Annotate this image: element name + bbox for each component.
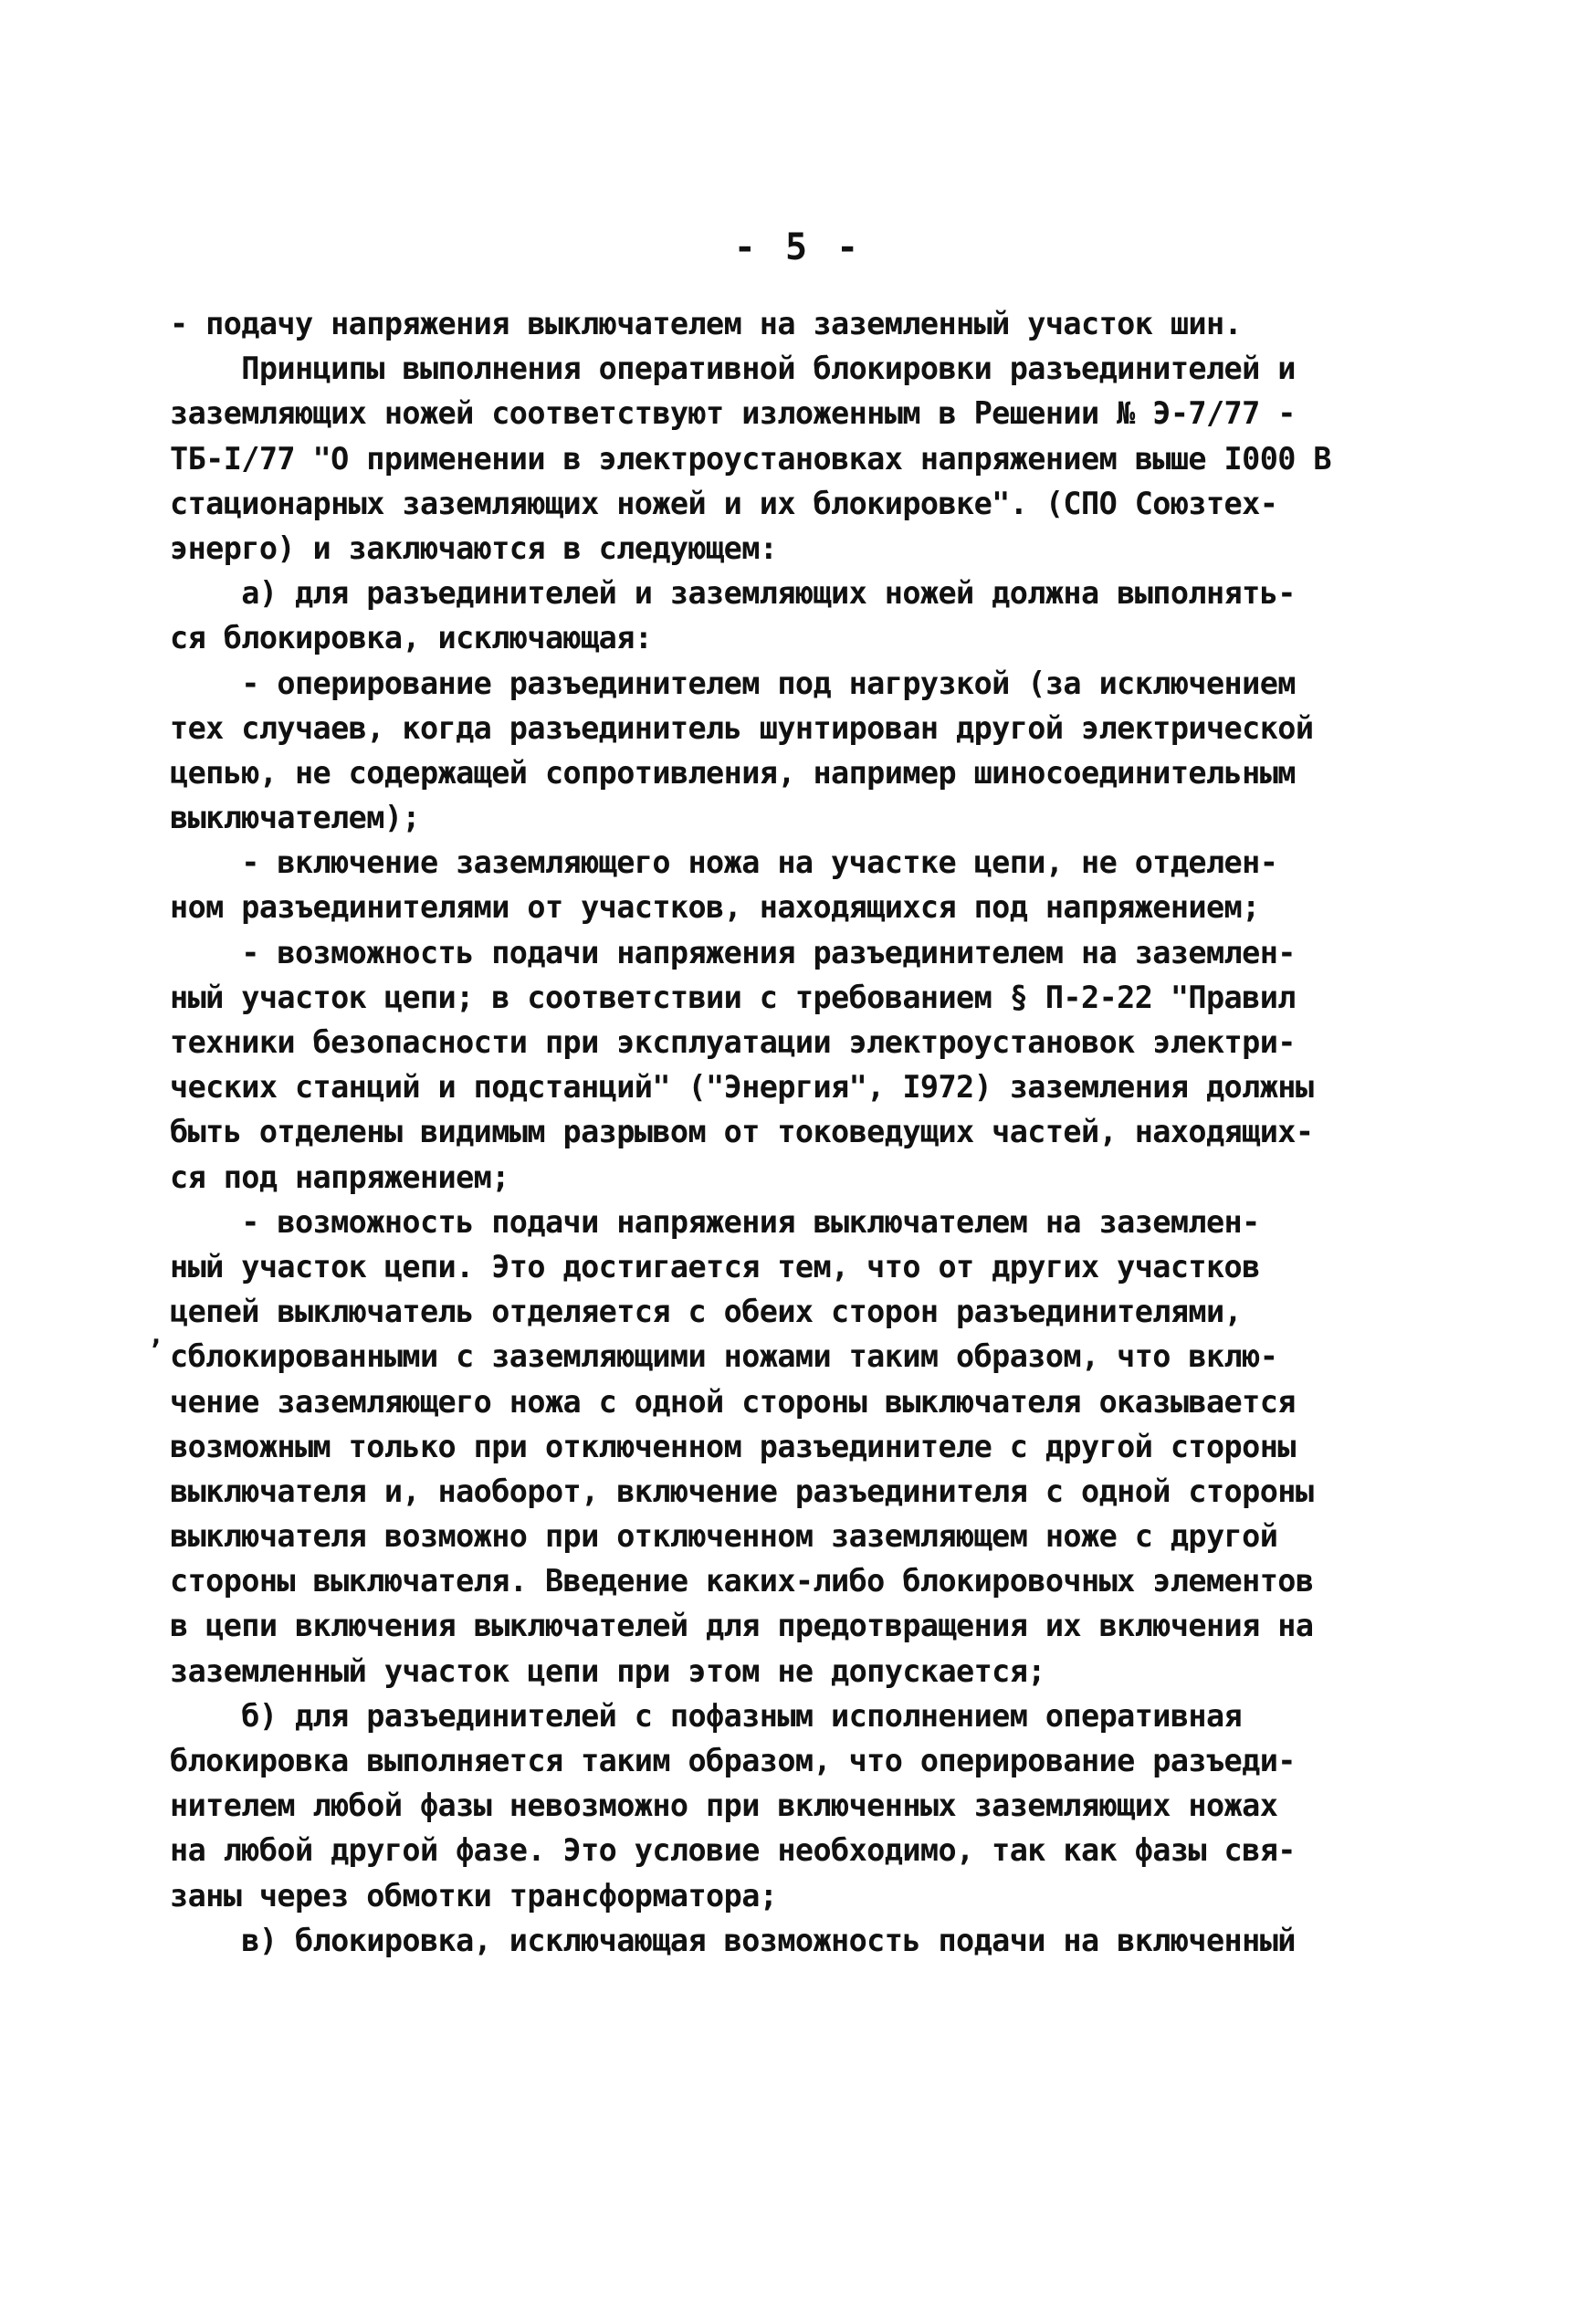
text-line: - подачу напряжения выключателем на заземленный участок шин.	[170, 306, 1243, 341]
text-line: выключателем);	[170, 800, 420, 836]
text-line: энерго) и заключаются в следующем:	[170, 530, 778, 566]
text-line: чение заземляющего ножа с одной стороны выключателя оказывается	[170, 1383, 1296, 1420]
text-line: заземленный участок цепи при этом не допускается;	[170, 1652, 1045, 1689]
text-line: цепью, не содержащей сопротивления, например шиносоединительным	[170, 754, 1296, 791]
text-line: ный участок цепи. Это достигается тем, что от других участков	[170, 1248, 1260, 1285]
text-line: заны через обмотки трансформатора;	[170, 1877, 778, 1914]
text-line: заземляющих ножей соответствуют изложенным в Решении № Э-7/77 -	[170, 395, 1296, 432]
text-line: ТБ-I/77 "О применении в электроустановках напряжением выше I000 В	[170, 440, 1331, 477]
document-body	[170, 301, 1393, 1963]
text-line: - оперирование разъединителем под нагрузкой (за исключением	[170, 665, 1296, 701]
page-number: - 5 -	[733, 226, 863, 268]
text-line: выключателя возможно при отключенном заземляющем ноже с другой	[170, 1518, 1278, 1555]
text-line: быть отделены видимым разрывом от токоведущих частей, находящих-	[170, 1114, 1314, 1150]
text-line: ся блокировка, исключающая:	[170, 620, 653, 656]
stray-comma-mark: ,	[148, 1319, 165, 1351]
text-line: ческих станций и подстанций" ("Энергия", I972) заземления должны	[170, 1069, 1314, 1106]
text-line: цепей выключатель отделяется с обеих сторон разъединителями,	[170, 1294, 1243, 1330]
text-line: нителем любой фазы невозможно при включенных заземляющих ножах	[170, 1788, 1278, 1824]
text-line: - возможность подачи напряжения разъединителем на заземлен-	[170, 934, 1296, 970]
text-line: сблокированными с заземляющими ножами таким образом, что вклю-	[170, 1338, 1278, 1375]
text-line: блокировка выполняется таким образом, что оперирование разъеди-	[170, 1743, 1296, 1778]
text-line: ся под напряжением;	[170, 1159, 509, 1195]
text-line: в цепи включения выключателей для предотвращения их включения на	[170, 1608, 1314, 1644]
text-line: техники безопасности при эксплуатации электроустановок электри-	[170, 1024, 1296, 1060]
text-line: - возможность подачи напряжения выключателем на заземлен-	[170, 1203, 1260, 1240]
text-line: а) для разъединителей и заземляющих ножей должна выполнять-	[170, 575, 1296, 612]
text-line: стационарных заземляющих ножей и их блокировке". (СПО Союзтех-	[170, 485, 1278, 521]
text-line: Принципы выполнения оперативной блокировки разъединителей и	[170, 351, 1296, 387]
text-line: возможным только при отключенном разъединителе с другой стороны	[170, 1428, 1296, 1464]
text-line: - включение заземляющего ножа на участке цепи, не отделен-	[170, 844, 1278, 881]
text-line: выключателя и, наоборот, включение разъединителя с одной стороны	[170, 1473, 1314, 1509]
text-line: ный участок цепи; в соответствии с требованием § П-2-22 "Правил	[170, 979, 1296, 1015]
text-line: в) блокировка, исключающая возможность подачи на включенный	[170, 1922, 1296, 1958]
text-line: тех случаев, когда разъединитель шунтирован другой электрической	[170, 709, 1314, 746]
text-line: стороны выключателя. Введение каких-либо блокировочных элементов	[170, 1563, 1314, 1599]
text-line: б) для разъединителей с пофазным исполнением оперативная	[170, 1697, 1243, 1734]
text-line: ном разъединителями от участков, находящихся под напряжением;	[170, 889, 1260, 926]
text-line: на любой другой фазе. Это условие необходимо, так как фазы свя-	[170, 1832, 1296, 1869]
